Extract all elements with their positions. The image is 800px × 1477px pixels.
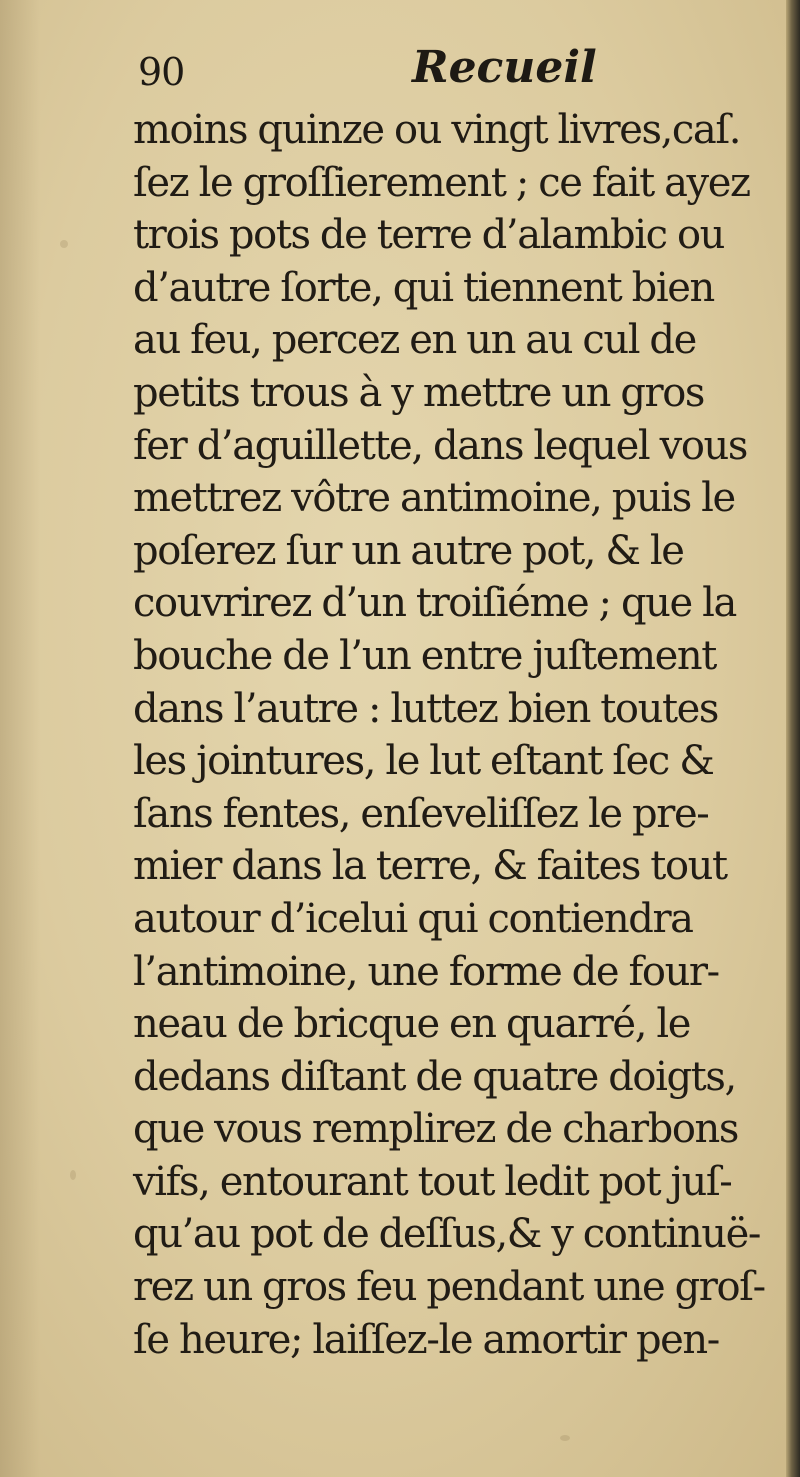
text-line: moins quinze ou vingt livres,caſ. — [133, 107, 741, 153]
text-line: les jointures, le lut eſtant ſec & — [133, 738, 714, 785]
text-line: autour d’icelui qui contiendra — [133, 895, 693, 942]
text-line: couvrirez d’un troiſiéme ; que la — [133, 580, 736, 627]
body-text — [133, 104, 783, 1366]
text-line: fer d’aguillette, dans lequel vous — [133, 422, 747, 469]
text-line: vifs, entourant tout ledit pot juſ- — [133, 1158, 732, 1205]
text-line: neau de bricque en quarré, le — [133, 1001, 690, 1048]
text-line: poſerez ſur un autre pot, & le — [133, 527, 684, 574]
text-line: rez un gros feu pendant une groſ- — [133, 1264, 765, 1311]
text-line: dedans diſtant de quatre doigts, — [133, 1053, 736, 1100]
text-line: dans l’autre : luttez bien toutes — [133, 685, 719, 732]
text-line: trois pots de terre d’alambic ou — [133, 212, 724, 259]
running-title: Recueil — [412, 42, 597, 93]
text-line: mettrez vôtre antimoine, puis le — [133, 475, 735, 522]
text-line: d’autre ſorte, qui tiennent bien — [133, 264, 714, 311]
text-line: que vous remplirez de charbons — [133, 1106, 739, 1153]
text-line: ſe heure; laiſſez-le amortir pen- — [133, 1316, 719, 1363]
text-line: mier dans la terre, & faites tout — [133, 843, 727, 890]
page-gutter-shadow — [0, 0, 40, 1477]
page-number: 90 — [138, 50, 185, 94]
paper-stain — [70, 1170, 76, 1180]
page-header — [130, 42, 770, 102]
paper-stain — [60, 240, 68, 248]
text-line: ſez le groſſierement ; ce fait ayez — [133, 159, 750, 206]
paper-stain — [560, 1435, 570, 1441]
text-line: ſans fentes, enſeveliſſez le pre- — [133, 790, 709, 837]
text-line: qu’au pot de deſſus,& y continuë- — [133, 1211, 761, 1258]
text-line: au feu, percez en un au cul de — [133, 317, 696, 364]
text-line: petits trous à y mettre un gros — [133, 369, 705, 416]
text-line: l’antimoine, une forme de four- — [133, 948, 719, 995]
text-line: bouche de l’un entre juſtement — [133, 632, 716, 679]
page-binding-edge — [786, 0, 800, 1477]
